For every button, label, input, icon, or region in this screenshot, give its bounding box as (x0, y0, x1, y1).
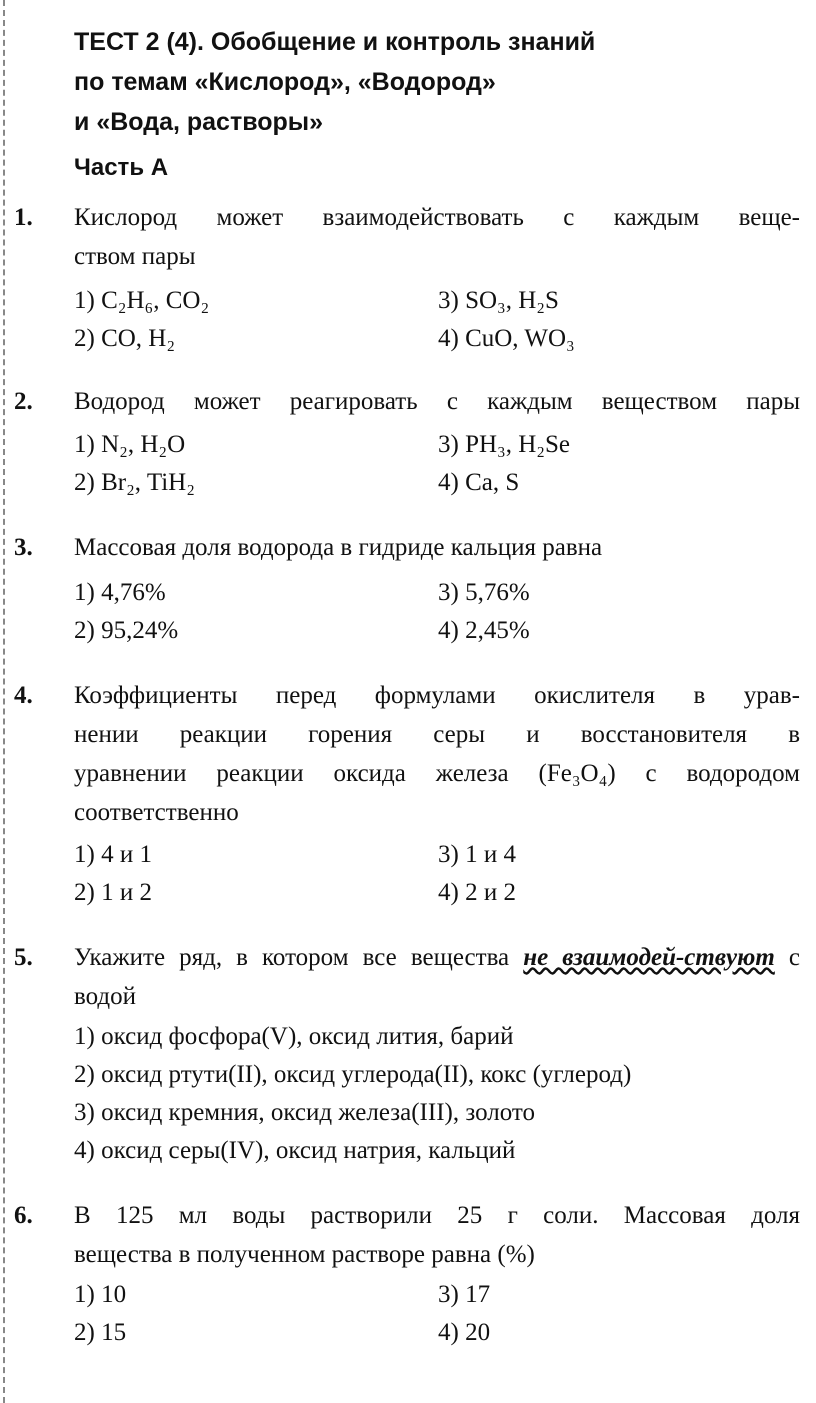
answer-option[interactable]: 4) 2,45% (438, 617, 530, 644)
question-text-line: уравнении реакции оксида железа (Fe₃O₄) с водородом (74, 760, 800, 787)
answer-option[interactable]: 1) оксид фосфора(V), оксид лития, барий (74, 1023, 514, 1050)
answer-option[interactable]: 1) 4 и 1 (74, 841, 152, 868)
question-text (74, 382, 800, 421)
question-text-line: Кислород может взаимодействовать с каждым веще- (74, 204, 800, 231)
question-number: 3. (14, 534, 33, 561)
answer-option[interactable]: 1) C₂H₆, CO₂ (74, 287, 210, 314)
question-text-line: ством пары (74, 243, 196, 270)
page-title (74, 22, 794, 142)
title-line: по темам «Кислород», «Водород» (74, 68, 496, 96)
answer-option[interactable]: 1) 4,76% (74, 579, 166, 606)
title-line: ТЕСТ 2 (4). Обобщение и контроль знаний (74, 28, 596, 56)
answer-option[interactable]: 3) 5,76% (438, 579, 530, 606)
question-text (74, 1196, 800, 1274)
question-text-line: вещества в полученном растворе равна (%) (74, 1241, 535, 1268)
answer-option[interactable]: 3) 17 (438, 1281, 491, 1308)
question-text (74, 938, 800, 1016)
answer-option[interactable]: 2) 1 и 2 (74, 879, 152, 906)
answer-option[interactable]: 4) 20 (438, 1319, 491, 1346)
answer-option[interactable]: 2) CO, H₂ (74, 325, 176, 352)
question-text (74, 198, 800, 276)
question-text (74, 676, 800, 832)
question-text-line: Массовая доля водорода в гидриде кальция равна (74, 534, 603, 561)
question-text (74, 528, 800, 567)
answer-option[interactable]: 2) 95,24% (74, 617, 179, 644)
part-heading: Часть А (74, 154, 169, 181)
question-text-line: Водород может реагировать с каждым веществом пары (74, 388, 800, 415)
answer-option[interactable]: 3) SO₃, H₂S (438, 287, 559, 314)
answer-option[interactable]: 3) оксид кремния, оксид железа(III), золото (74, 1099, 535, 1126)
question-text-line: В 125 мл воды растворили 25 г соли. Массовая доля (74, 1202, 800, 1229)
answer-option[interactable]: 4) оксид серы(IV), оксид натрия, кальций (74, 1137, 516, 1164)
answer-option[interactable]: 4) Ca, S (438, 469, 520, 496)
question-number: 5. (14, 944, 33, 971)
answer-option[interactable]: 1) N₂, H₂O (74, 431, 186, 458)
question-text-after: с водой (74, 944, 800, 1010)
answer-option[interactable]: 4) 2 и 2 (438, 879, 516, 906)
question-number: 2. (14, 388, 33, 415)
question-text-line: соответственно (74, 799, 239, 826)
answer-option[interactable]: 2) Br₂, TiH₂ (74, 469, 195, 496)
question-text-emphasis: не взаимодей-ствуют (523, 944, 775, 971)
answer-option[interactable]: 2) оксид ртути(II), оксид углерода(II), кокс (углерод) (74, 1061, 632, 1088)
answer-option[interactable]: 3) 1 и 4 (438, 841, 516, 868)
answer-option[interactable]: 2) 15 (74, 1319, 127, 1346)
answer-option[interactable]: 1) 10 (74, 1281, 127, 1308)
title-line: и «Вода, растворы» (74, 108, 324, 136)
question-number: 6. (14, 1202, 33, 1229)
question-text-line: нении реакции горения серы и восстановителя в (74, 721, 800, 748)
answer-option[interactable]: 3) PH₃, H₂Se (438, 431, 571, 458)
answer-option[interactable]: 4) CuO, WO₃ (438, 325, 575, 352)
page-edge-dashed-line (3, 0, 5, 1403)
question-number: 4. (14, 682, 33, 709)
question-text-before: Укажите ряд, в котором все вещества (74, 944, 510, 971)
question-text-line: Коэффициенты перед формулами окислителя в урав- (74, 682, 800, 709)
question-number: 1. (14, 204, 33, 231)
